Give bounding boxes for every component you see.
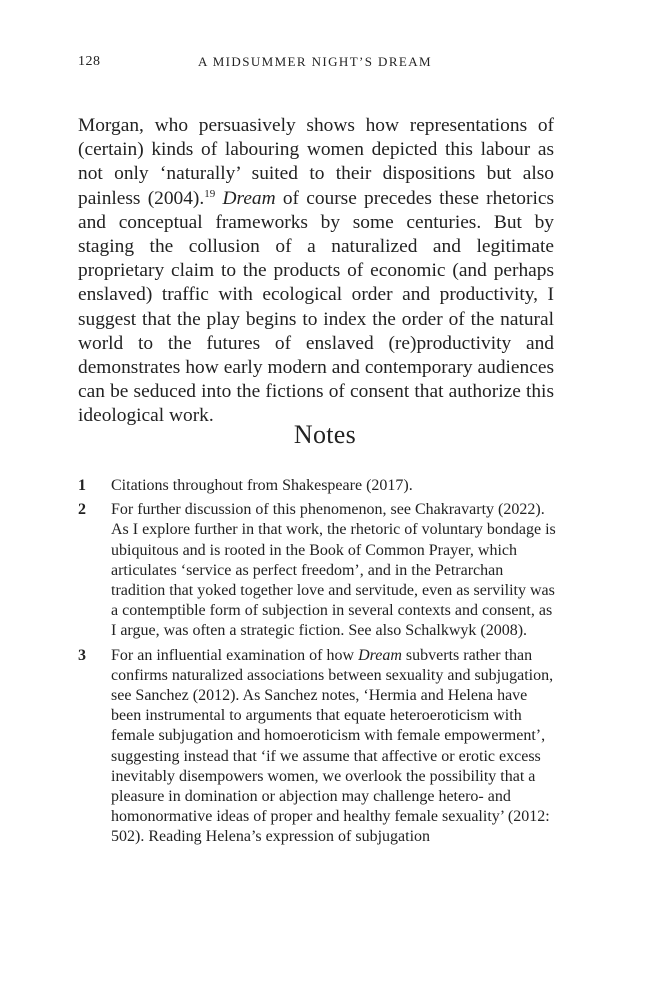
note-item — [78, 500, 558, 641]
note-number: 3 — [78, 646, 86, 664]
note-number: 2 — [78, 501, 86, 519]
play-title-italic: Dream — [358, 646, 402, 664]
note-number: 1 — [78, 477, 86, 494]
note-text: For further discussion of this phenomenon, see Chakravarty (2022). As I explore further in that work, the rhetoric of voluntary bondage is ubiquitous and is rooted in the Book of Common Prayer, which articulates ‘service as perfect freedom’, and in the Petrarchan tradition that yoked together love and servitude, even as servility was a contemptible form of subjection in several contexts and consent, as I argue, was often a strategic fiction. See also Schalkwyk (2008). — [111, 501, 556, 640]
body-text-start: Morgan, who persuasively shows how representations of (certain) kinds of labouring women depicted this labour as not only ‘naturally’ suited to their dispositions but also painless (2004). — [78, 115, 554, 209]
note-item — [78, 476, 558, 496]
play-title-italic: Dream — [222, 187, 276, 209]
note-text-after: subverts rather than confirms naturalized associations between sexuality and subjugation, see Sanchez (2012). As Sanchez notes, ‘Hermia and Helena have been instrumental to arguments that equate heteroeroticism with female subjugation and homoeroticism with female empowerment’, suggesting instead that ‘if we assume that affective or erotic excess inevitably disempowers women, we overlook the possibility that a pleasure in domination or abjection may challenge hetero- and homonormative ideas of proper and healthy female sexuality’ (2012: 502). Reading Helena’s expression of subjugation — [111, 646, 554, 846]
page-header — [78, 54, 558, 74]
notes-list — [78, 476, 558, 852]
body-text-rest: of course precedes these rhetorics and conceptual frameworks by some centuries. But by staging the collusion of a naturalized and legitimate proprietary claim to the products of economic (and perhaps enslaved) traffic with ecological order and productivity, I suggest that the play begins to index the order of the natural world to the futures of enslaved (re)productivity and demonstrates how early modern and contemporary audiences can be seduced into the fictions of consent that authorize this ideological work. — [78, 187, 554, 427]
running-title: A MIDSUMMER NIGHT’S DREAM — [198, 54, 432, 69]
note-text: Citations throughout from Shakespeare (2017). — [111, 477, 413, 494]
note-item — [78, 646, 558, 848]
footnote-reference: 19 — [204, 187, 216, 200]
notes-heading: Notes — [293, 420, 357, 449]
note-text-before: For an influential examination of how — [111, 646, 359, 664]
body-paragraph — [78, 114, 554, 429]
note-text — [111, 646, 558, 848]
page-number: 128 — [78, 54, 101, 69]
